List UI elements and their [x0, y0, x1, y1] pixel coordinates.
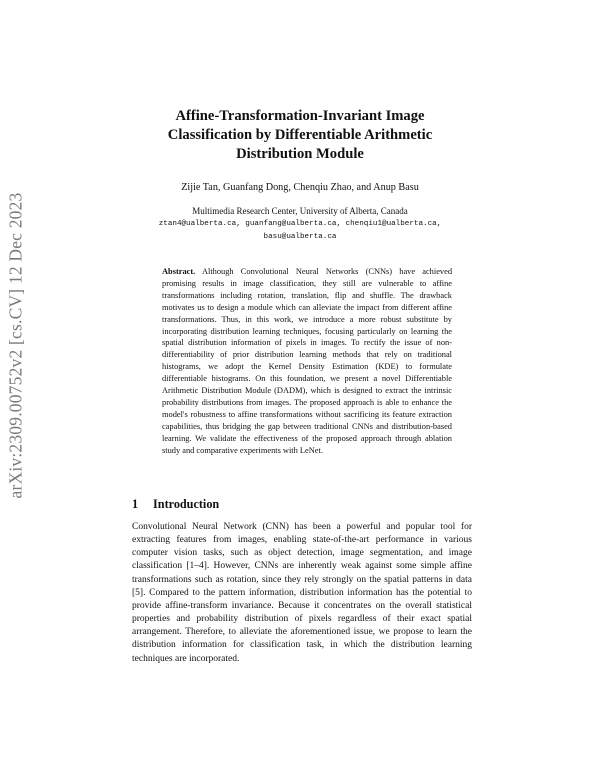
title-line: Affine-Transformation-Invariant Image: [175, 108, 425, 124]
author-emails: basu@ualberta.ca: [263, 233, 337, 241]
introduction-paragraph: Convolutional Neural Network (CNN) has been a powerful and popular tool for extracting features from images, enabling state-of-the-art performance in various computer vision tasks, such as object detection, image segmentation, and image classification [1–4]. However, CNNs are inherently weak against some simple affine transformations such as rotation, since they rely strongly on the spatial patterns in data [5]. Compared to the pattern information, distribution information has the potential to provide affine-transform invariance. Because it concentrates on the overall statistical properties and probability distribution of pixels regardless of their exact spatial arrangement. Therefore, to alleviate the aforementioned issue, we propose to learn the distribution information for classification task, in which the distribution learning techniques are incorporated.: [132, 522, 472, 664]
title-line: Classification by Differentiable Arithmetic: [167, 126, 433, 143]
paper-title: [130, 107, 470, 163]
title-line: Distribution Module: [236, 145, 364, 162]
abstract-label: Abstract.: [162, 267, 196, 276]
affiliation: Multimedia Research Center, University of Alberta, Canada: [192, 206, 408, 216]
arxiv-identifier: arXiv:2309.00752v2 [cs.CV] 12 Dec 2023: [5, 191, 26, 499]
arxiv-stamp: [2, 130, 30, 560]
affiliation-block: [130, 206, 470, 243]
section-number: 1: [132, 497, 139, 511]
author-emails: ztan4@ualberta.ca, guanfang@ualberta.ca, chenqiu1@ualberta.ca,: [158, 220, 442, 228]
section-heading: [132, 497, 472, 512]
section-title: Introduction: [153, 497, 220, 511]
abstract-text: Although Convolutional Neural Networks (CNNs) have achieved promising results in image classification, they still are vulnerable to affine transformations including rotation, translation, flip and shuffle. The drawback motivates us to design a module which can alleviate the impact from different affine transformations. Thus, in this work, we introduce a more robust substitute by incorporating distribution learning techniques, focusing particularly on learning the spatial distribution information of pixels in images. To rectify the issue of non-differentiability of prior distribution learning methods that rely on traditional histograms, we adopt the Kernel Density Estimation (KDE) to formulate differentiable histograms. On this foundation, we present a novel Differentiable Arithmetic Distribution Module (DADM), which is designed to extract the intrinsic probability distributions from images. The proposed approach is able to enhance the model's robustness to affine transformations without sacrificing its feature extraction capabilities, thus bridging the gap between traditional CNNs and distribution-based learning. We validate the effectiveness of the proposed approach through ablation study and comparative experiments with LeNet.: [162, 267, 453, 455]
abstract: [162, 266, 452, 457]
author-list: Zijie Tan, Guanfang Dong, Chenqiu Zhao, and Anup Basu: [181, 182, 419, 193]
